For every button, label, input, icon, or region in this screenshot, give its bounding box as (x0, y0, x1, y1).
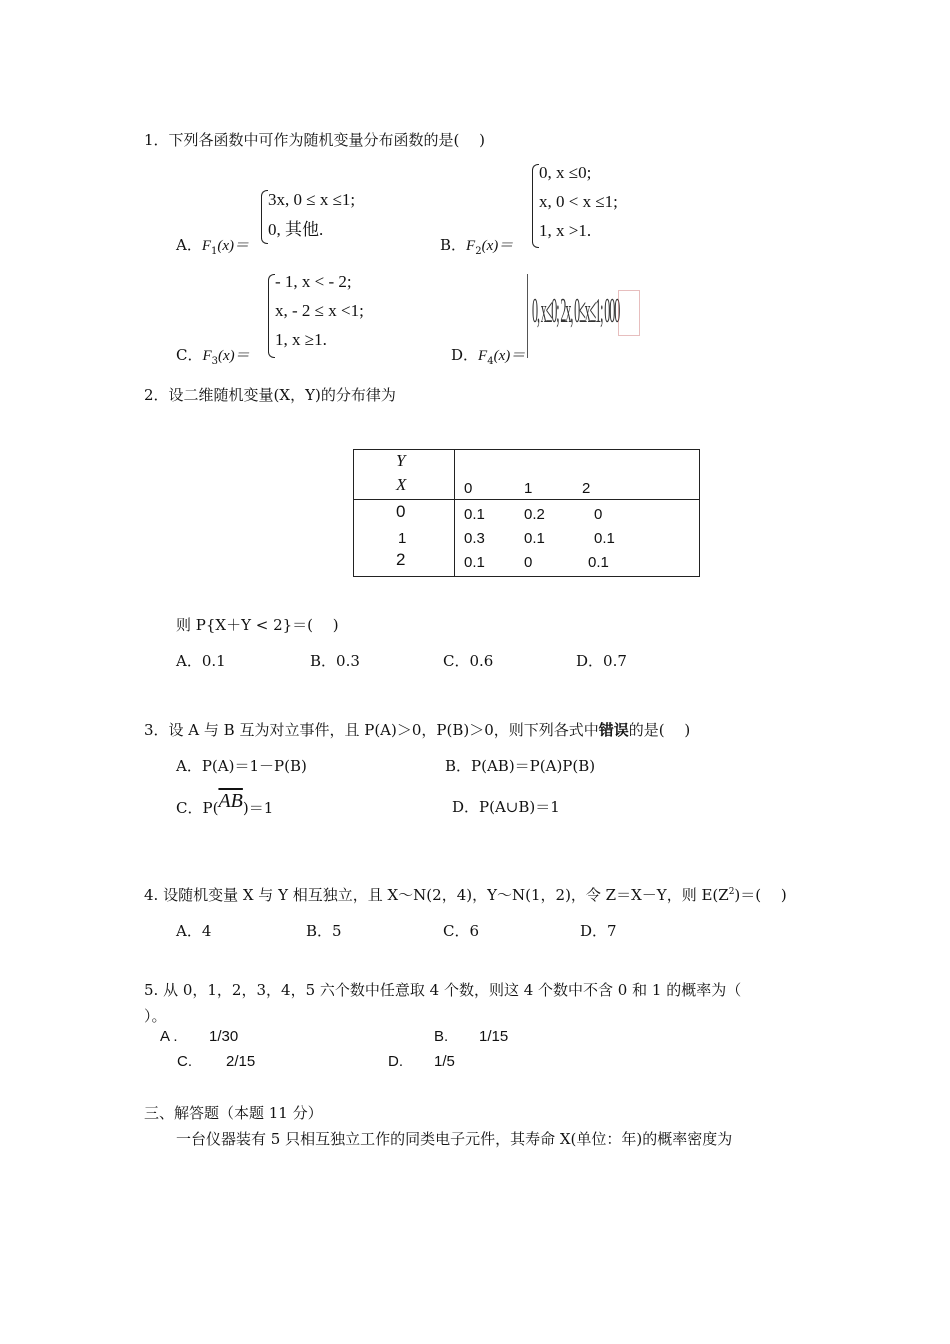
table-cell: 0.1 (594, 530, 615, 547)
fn-name: F (466, 238, 476, 254)
q1-option-c (176, 344, 250, 367)
q1-option-b (440, 234, 513, 257)
q4-option-c: C．6 (443, 922, 480, 940)
q3-option-b: B．P(AB)＝P(A)P(B) (445, 757, 596, 775)
table-col-2: 2 (582, 480, 591, 497)
q1-option-a (176, 234, 249, 257)
q3-stem (144, 719, 690, 740)
table-cell: 0.2 (524, 506, 545, 523)
fn-sub: 1 (211, 246, 218, 257)
q5-stem-line-1: 5. 从 0，1，2，3，4，5 六个数中任意取 4 个数，则这 4 个数中不含 0 和 1 的概率为（ (144, 981, 742, 999)
table-header-x: X (396, 475, 407, 494)
q1-c-case-1: - 1, x < - 2; (275, 272, 352, 291)
q2-option-a: A．0.1 (176, 652, 226, 670)
garbled-text: 0, x≤0; 2x, 0≤x≤1; 000 (532, 290, 620, 330)
fn-arg: (x)＝ (217, 238, 250, 254)
table-row-x-2: 2 (396, 550, 406, 569)
fn-arg: (x)＝ (218, 348, 250, 364)
q3-stem-pre: 3．设 A 与 B 互为对立事件，且 P(A)＞0，P(B)＞0，则下列各式中 (144, 721, 599, 739)
table-cell: 0.1 (524, 530, 545, 547)
table-col-1: 1 (524, 480, 533, 497)
table-vertical-divider (454, 450, 455, 576)
q1-a-case-2: 0, 其他. (268, 220, 324, 239)
q1-d-garbled-formula (532, 290, 619, 332)
option-label: C． (176, 346, 203, 364)
q1-b-case-3: 1, x >1. (539, 221, 592, 240)
q1-d-red-artifact (618, 290, 640, 336)
q1-b-case-1: 0, x ≤0; (539, 163, 592, 182)
q4-option-d: D．7 (580, 922, 617, 940)
q4-option-a: A．4 (176, 922, 212, 940)
q1-b-case-2: x, 0 < x ≤1; (539, 192, 618, 211)
q5-option-a-value: 1/30 (209, 1028, 239, 1045)
q2-question: 则 P{X＋Y < 2}＝( ) (176, 616, 339, 634)
fn-name: F (201, 238, 212, 254)
fn-sub: 4 (487, 356, 494, 367)
fn-name: F (478, 348, 488, 364)
fn-sub: 2 (475, 246, 482, 257)
q3-option-c (176, 790, 274, 819)
q2-distribution-table (353, 449, 700, 577)
q3-c-overline-ab: $\overline{AB}$ (218, 790, 243, 812)
q1-c-brace (268, 274, 275, 358)
table-row-x-0: 0 (396, 502, 406, 521)
q3-stem-bold: 错误 (598, 722, 629, 739)
q1-stem: 1．下列各函数中可作为随机变量分布函数的是( ) (144, 131, 486, 149)
option-label: A． (176, 236, 202, 254)
q1-a-case-1: 3x, 0 ≤ x ≤1; (268, 190, 356, 209)
table-cell: 0.1 (588, 554, 609, 571)
q1-b-brace (532, 164, 539, 248)
fn-arg: (x)＝ (493, 348, 526, 364)
q1-option-d (451, 344, 525, 367)
q1-a-brace (261, 190, 268, 244)
q5-option-d-label: D. (388, 1053, 403, 1070)
q3-option-a: A．P(A)＝1－P(B) (176, 757, 307, 775)
table-cell: 0.1 (464, 506, 485, 523)
table-cell: 0.1 (464, 554, 485, 571)
q2-option-c: C．0.6 (443, 652, 494, 670)
table-header-y: Y (396, 451, 406, 470)
section-3-body: 一台仪器装有 5 只相互独立工作的同类电子元件，其寿命 X(单位：年)的概率密度为 (176, 1130, 733, 1148)
table-horizontal-divider (354, 499, 699, 500)
q5-option-c-value: 2/15 (226, 1053, 256, 1070)
table-col-0: 0 (464, 480, 473, 497)
option-label: D． (451, 346, 479, 364)
q5-option-b-value: 1/15 (479, 1028, 509, 1045)
fn-sub: 3 (211, 356, 219, 367)
option-label: B． (440, 236, 467, 254)
fn-name: F (202, 348, 212, 364)
q4-option-b: B．5 (306, 922, 342, 940)
q4-stem-sup: 2 (728, 887, 735, 897)
q2-stem: 2．设二维随机变量(X，Y)的分布律为 (144, 386, 396, 404)
fn-arg: (x)＝ (481, 238, 514, 254)
q4-stem (144, 884, 787, 905)
q3-option-d: D．P(A∪B)＝1 (452, 798, 560, 816)
q5-option-d-value: 1/5 (434, 1053, 455, 1070)
table-row-x-1: 1 (398, 530, 407, 547)
table-cell: 0.3 (464, 530, 485, 547)
q5-option-b-label: B. (434, 1028, 449, 1045)
q2-option-b: B．0.3 (310, 652, 360, 670)
q4-stem-post: )＝( ) (734, 886, 787, 904)
q1-c-case-2: x, - 2 ≤ x <1; (275, 301, 364, 320)
q2-option-d: D．0.7 (576, 652, 627, 670)
section-3-title: 三、解答题（本题 11 分） (144, 1104, 323, 1122)
q4-stem-pre: 4. 设随机变量 X 与 Y 相互独立，且 X～N(2，4)，Y～N(1，2)，令 Z＝X－Y，则 E(Z (144, 886, 729, 904)
q5-option-a-label: A . (160, 1028, 178, 1045)
q3-c-pre: C．P( (176, 799, 219, 817)
q1-c-case-3: 1, x ≥1. (275, 330, 327, 349)
q3-c-post: )＝1 (242, 799, 274, 817)
q3-stem-post: 的是( ) (628, 721, 691, 739)
q1-d-brace (527, 274, 528, 358)
q5-stem-line-2: ）。 (144, 1007, 167, 1025)
table-cell: 0 (594, 506, 603, 523)
q5-option-c-label: C. (177, 1053, 192, 1070)
table-cell: 0 (524, 554, 533, 571)
